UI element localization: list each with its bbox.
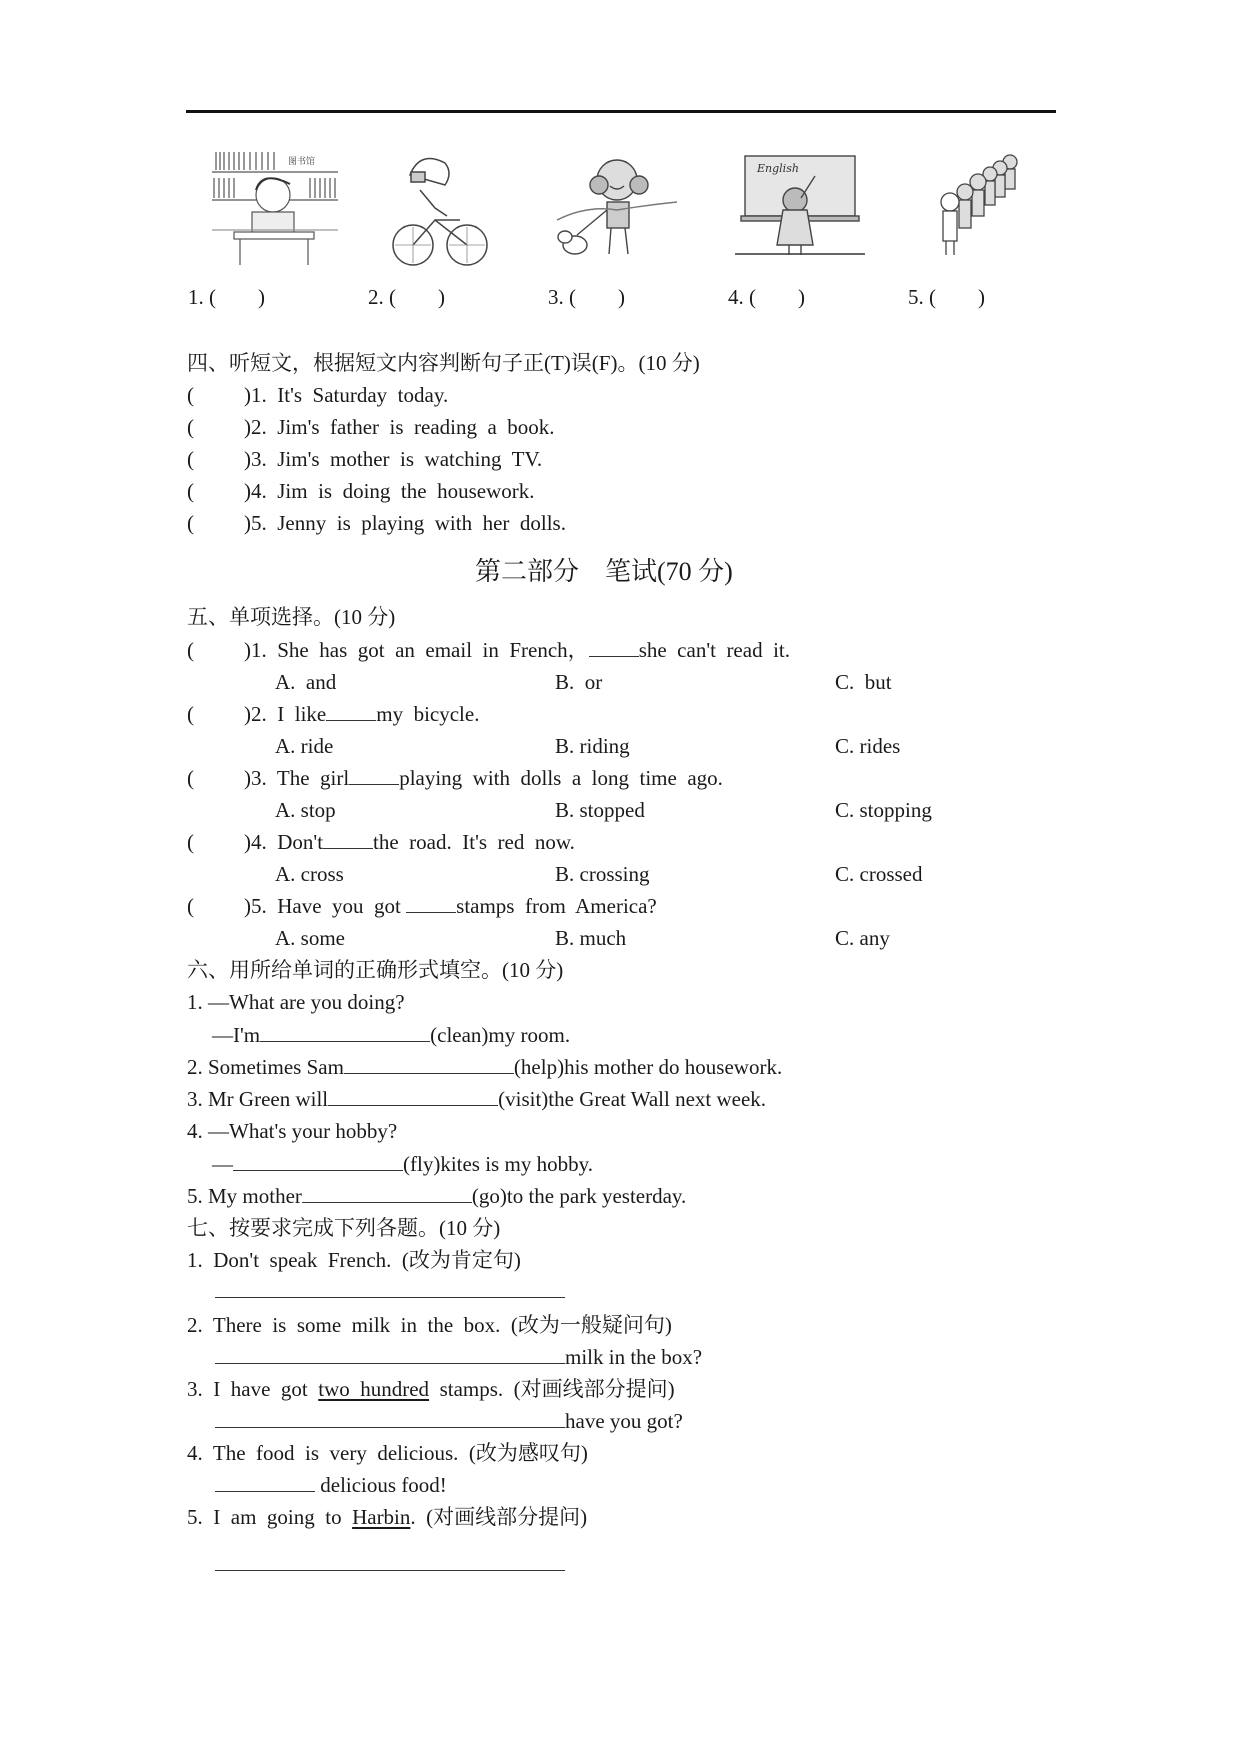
answer-bracket[interactable]: (: [187, 766, 194, 790]
question-text: stamps from America?: [456, 894, 657, 918]
picture-number: 5.: [908, 285, 924, 309]
answer-blank[interactable]: [326, 700, 376, 721]
option-a[interactable]: A. ride: [275, 734, 334, 758]
section-4-title: 四、听短文，根据短文内容判断句子正(T)误(F)。(10 分): [187, 351, 700, 375]
option-b[interactable]: B. stopped: [555, 798, 645, 822]
answer-bracket[interactable]: (: [187, 383, 194, 407]
part-2-title: 第二部分 笔试(70 分): [475, 557, 733, 586]
mc-question-5: [187, 892, 657, 920]
option-a[interactable]: A. some: [275, 926, 345, 950]
option-b[interactable]: B. riding: [555, 734, 630, 758]
fill-text: —I'm: [212, 1023, 261, 1047]
girl-walking-dog-icon: [555, 150, 685, 270]
question-text: )3. The girl: [244, 766, 350, 790]
rewrite-q3: [187, 1375, 675, 1403]
picture-number: 2.: [368, 285, 384, 309]
fill-q1-prompt: 1. —What are you doing?: [187, 990, 405, 1014]
answer-blank[interactable]: [328, 1085, 498, 1106]
answer-blank[interactable]: [344, 1053, 514, 1074]
fill-q5: [187, 1182, 686, 1210]
mc-question-1: [187, 636, 790, 664]
boy-reading-in-library-icon: [210, 150, 340, 270]
fill-text: (go)to the park yesterday.: [471, 1184, 687, 1208]
statement-text: )3. Jim's mother is watching TV.: [244, 447, 543, 471]
library-sign: 图书馆: [288, 157, 316, 167]
question-text: 3. I have got: [187, 1377, 319, 1401]
section-5-title: 五、单项选择。(10 分): [187, 605, 396, 629]
children-in-line-icon: [920, 150, 1030, 270]
statement-text: )1. It's Saturday today.: [244, 383, 449, 407]
question-text: playing with dolls a long time ago.: [399, 766, 723, 790]
rewrite-q2-answer: [215, 1343, 702, 1371]
fill-text: 2. Sometimes Sam: [187, 1055, 344, 1079]
picture-number: 1.: [188, 285, 204, 309]
question-text: )2. I like: [244, 702, 327, 726]
picture-number: 4.: [728, 285, 744, 309]
fill-text: (help)his mother do housework.: [513, 1055, 783, 1079]
fill-q1-answer: [212, 1021, 570, 1049]
rewrite-q4-answer: [215, 1471, 447, 1499]
answer-blank[interactable]: [349, 764, 399, 785]
option-c[interactable]: C. rides: [835, 734, 901, 758]
answer-line[interactable]: [215, 1297, 565, 1298]
option-b[interactable]: B. crossing: [555, 862, 650, 886]
fill-text: (fly)kites is my hobby.: [403, 1152, 593, 1176]
question-text: she can't read it.: [638, 638, 790, 662]
rewrite-q5: [187, 1503, 587, 1531]
question-text: stamps. (对画线部分提问): [429, 1377, 675, 1401]
option-a[interactable]: A. cross: [275, 862, 344, 886]
answer-blank[interactable]: [233, 1150, 403, 1171]
tf-item[interactable]: [187, 509, 566, 537]
option-c[interactable]: C. but: [835, 670, 892, 694]
underlined-text: Harbin: [352, 1505, 411, 1529]
section-6-title: 六、用所给单词的正确形式填空。(10 分): [187, 958, 564, 982]
option-a[interactable]: A. and: [275, 670, 337, 694]
rewrite-q3-answer: [215, 1407, 683, 1435]
answer-bracket[interactable]: (: [187, 830, 194, 854]
picture-answer-2[interactable]: [368, 283, 445, 311]
fill-text: 5. My mother: [187, 1184, 302, 1208]
answer-bracket[interactable]: (: [187, 479, 194, 503]
answer-tail: milk in the box?: [565, 1345, 703, 1369]
answer-line[interactable]: [215, 1570, 565, 1571]
mc-question-2: [187, 700, 479, 728]
section-7-title: 七、按要求完成下列各题。(10 分): [187, 1216, 501, 1240]
option-b[interactable]: B. much: [555, 926, 627, 950]
statement-text: )2. Jim's father is reading a book.: [244, 415, 555, 439]
fill-q3: [187, 1085, 766, 1113]
question-text: )5. Have you got: [244, 894, 407, 918]
fill-text: (clean)my room.: [430, 1023, 571, 1047]
answer-blank[interactable]: ( ): [929, 285, 985, 309]
option-b[interactable]: B. or: [555, 670, 603, 694]
fill-q2: [187, 1053, 782, 1081]
girl-writing-on-blackboard-icon: [735, 150, 865, 270]
option-a[interactable]: A. stop: [275, 798, 336, 822]
answer-blank[interactable]: ( ): [209, 285, 265, 309]
rewrite-q1: 1. Don't speak French. (改为肯定句): [187, 1248, 521, 1272]
blackboard-text: English: [757, 162, 799, 175]
picture-number: 3.: [548, 285, 564, 309]
fill-text: 3. Mr Green will: [187, 1087, 329, 1111]
picture-answer-3[interactable]: [548, 283, 625, 311]
answer-blank[interactable]: ( ): [569, 285, 625, 309]
answer-blank[interactable]: [406, 892, 456, 913]
answer-blank[interactable]: [215, 1343, 565, 1364]
picture-answer-1[interactable]: [188, 283, 265, 311]
answer-blank[interactable]: [302, 1182, 472, 1203]
question-text: my bicycle.: [376, 702, 480, 726]
rewrite-q4: 4. The food is very delicious. (改为感叹句): [187, 1441, 588, 1465]
answer-blank[interactable]: [215, 1407, 565, 1428]
tf-item[interactable]: [187, 381, 448, 409]
answer-bracket[interactable]: (: [187, 511, 194, 535]
answer-bracket[interactable]: (: [187, 702, 194, 726]
fill-q4-prompt: 4. —What's your hobby?: [187, 1119, 398, 1143]
question-text: . (对画线部分提问): [410, 1505, 588, 1529]
kid-riding-bicycle-icon: [385, 150, 515, 270]
tf-item[interactable]: [187, 413, 555, 441]
answer-blank[interactable]: [323, 828, 373, 849]
answer-bracket[interactable]: (: [187, 415, 194, 439]
answer-bracket[interactable]: (: [187, 638, 194, 662]
option-c[interactable]: C. any: [835, 926, 890, 950]
answer-tail: delicious food!: [315, 1473, 447, 1497]
option-c[interactable]: C. stopping: [835, 798, 932, 822]
answer-bracket[interactable]: (: [187, 894, 194, 918]
mc-question-4: [187, 828, 575, 856]
answer-blank[interactable]: [260, 1021, 430, 1042]
underlined-text: two hundred: [318, 1377, 430, 1401]
answer-tail: have you got?: [565, 1409, 683, 1433]
statement-text: )4. Jim is doing the housework.: [244, 479, 535, 503]
answer-bracket[interactable]: (: [187, 447, 194, 471]
picture-answer-5[interactable]: [908, 283, 985, 311]
rewrite-q2: 2. There is some milk in the box. (改为一般疑问句): [187, 1313, 672, 1337]
tf-item[interactable]: [187, 477, 534, 505]
answer-blank[interactable]: ( ): [749, 285, 805, 309]
option-c[interactable]: C. crossed: [835, 862, 923, 886]
question-text: the road. It's red now.: [373, 830, 575, 854]
statement-text: )5. Jenny is playing with her dolls.: [244, 511, 566, 535]
question-text: )4. Don't: [244, 830, 324, 854]
tf-item[interactable]: [187, 445, 542, 473]
answer-blank[interactable]: ( ): [389, 285, 445, 309]
question-text: )1. She has got an email in French，: [244, 638, 589, 662]
picture-answer-4[interactable]: [728, 283, 805, 311]
header-rule: [186, 110, 1056, 113]
answer-blank[interactable]: [589, 636, 639, 657]
fill-text: —: [212, 1152, 233, 1176]
fill-text: (visit)the Great Wall next week.: [498, 1087, 767, 1111]
answer-blank[interactable]: [215, 1471, 315, 1492]
mc-question-3: [187, 764, 723, 792]
question-text: 5. I am going to: [187, 1505, 353, 1529]
fill-q4-answer: [212, 1150, 593, 1178]
